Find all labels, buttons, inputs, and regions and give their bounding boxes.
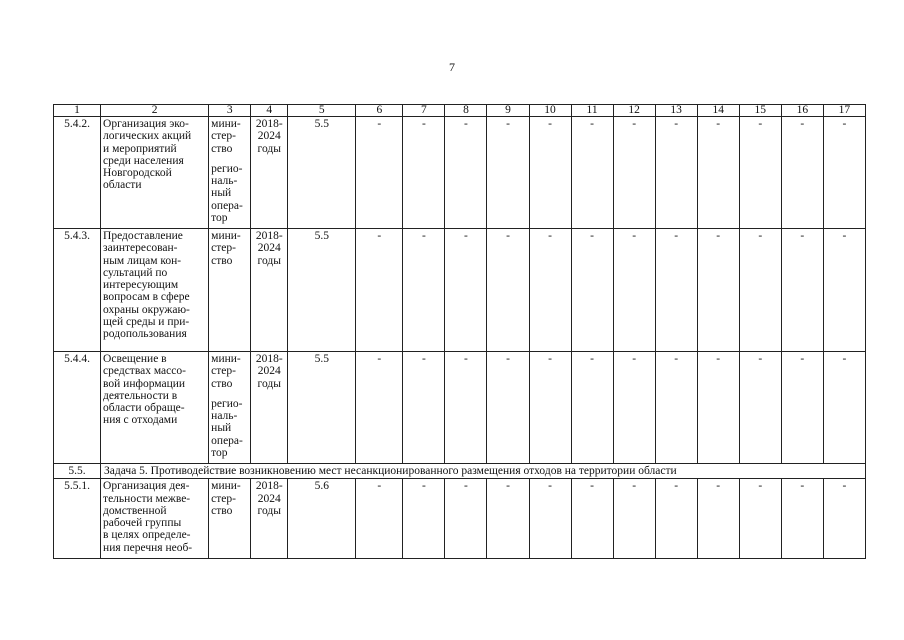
executor: [209, 352, 251, 464]
funding-value: -: [571, 117, 613, 229]
text-line: стер-: [211, 242, 236, 255]
text-line: среди населения: [103, 154, 184, 167]
funding-value: -: [403, 117, 445, 229]
funding-value: -: [697, 479, 739, 559]
text-line: ным лицам кон-: [103, 254, 182, 267]
text-line: средствах массо-: [103, 365, 186, 378]
funding-value: -: [356, 352, 403, 464]
text-line: родопользования: [103, 328, 187, 341]
text-line: Освещение в: [103, 353, 167, 365]
funding-value: -: [356, 229, 403, 352]
target-indicator: 5.5: [288, 117, 356, 229]
funding-value: -: [781, 352, 823, 464]
text-line: деятельности в: [103, 389, 178, 402]
funding-value: -: [445, 479, 487, 559]
task-title: Задача 5. Противодействие возникновению мест несанкционированного размещения отходов на территории области: [101, 464, 866, 479]
funding-value: -: [823, 352, 865, 464]
column-header: 7: [403, 105, 445, 117]
funding-value: -: [529, 479, 571, 559]
item-number: 5.5.1.: [54, 479, 101, 559]
funding-value: -: [529, 117, 571, 229]
text-line: регио-: [211, 162, 243, 175]
text-line: стер-: [211, 365, 236, 378]
column-header: 10: [529, 105, 571, 117]
text-line: мини-: [211, 118, 241, 130]
text-line: рабочей группы: [103, 517, 182, 530]
funding-value: -: [487, 229, 529, 352]
funding-value: -: [403, 229, 445, 352]
funding-value: -: [613, 117, 655, 229]
term: [251, 117, 288, 229]
text-line: интересующим: [103, 279, 179, 292]
text-line: сультаций по: [103, 266, 168, 279]
funding-value: -: [529, 352, 571, 464]
funding-value: -: [613, 479, 655, 559]
text-line: ство: [211, 504, 233, 517]
funding-value: -: [739, 117, 781, 229]
column-header: 16: [781, 105, 823, 117]
text-line: ния перечня необ-: [103, 541, 193, 554]
item-number: 5.4.2.: [54, 117, 101, 229]
page-number: 7: [449, 60, 455, 74]
text-line: Организация эко-: [103, 118, 189, 130]
term: [251, 352, 288, 464]
target-indicator: 5.5: [288, 352, 356, 464]
funding-value: -: [655, 117, 697, 229]
text-line: 2024: [257, 365, 281, 378]
funding-value: -: [823, 479, 865, 559]
column-header: 14: [697, 105, 739, 117]
text-line: годы: [257, 254, 281, 267]
text-line: области обраще-: [103, 402, 185, 415]
column-header: 13: [655, 105, 697, 117]
column-header: 11: [571, 105, 613, 117]
text-line: в целях определе-: [103, 529, 191, 542]
column-header: 2: [101, 105, 209, 117]
text-line: ство: [211, 254, 233, 267]
text-line: годы: [257, 504, 281, 517]
executor: [209, 479, 251, 559]
text-line: Организация дея-: [103, 480, 190, 493]
text-line: наль-: [211, 410, 238, 423]
funding-value: -: [655, 229, 697, 352]
funding-value: -: [739, 352, 781, 464]
text-line: тор: [211, 447, 228, 460]
target-indicator: 5.5: [288, 229, 356, 352]
activity-name: [101, 229, 209, 352]
text-line: тельности межве-: [103, 492, 191, 505]
funding-value: -: [781, 229, 823, 352]
funding-value: -: [781, 117, 823, 229]
text-line: Предоставление: [103, 230, 183, 242]
funding-value: -: [613, 352, 655, 464]
funding-value: -: [823, 229, 865, 352]
activity-name: [101, 479, 209, 559]
text-line: 2024: [257, 242, 281, 255]
text-line: годы: [257, 377, 281, 390]
funding-value: -: [571, 479, 613, 559]
executor: [209, 229, 251, 352]
item-number: 5.4.4.: [54, 352, 101, 464]
text-line: заинтересован-: [103, 242, 178, 255]
funding-value: -: [356, 117, 403, 229]
activity-name: [101, 352, 209, 464]
table-row: [54, 117, 866, 229]
text-line: ный: [211, 422, 232, 435]
funding-value: -: [487, 479, 529, 559]
target-indicator: 5.6: [288, 479, 356, 559]
text-line: опера-: [211, 434, 243, 447]
text-line: щей среды и при-: [103, 316, 190, 329]
text-line: Новгородской: [103, 167, 172, 180]
funding-value: -: [739, 479, 781, 559]
task-row: [54, 464, 866, 479]
column-header: 12: [613, 105, 655, 117]
text-line: области: [103, 179, 142, 192]
text-line: логических акций: [103, 130, 192, 143]
funding-value: -: [655, 352, 697, 464]
text-line: 2018-: [255, 118, 283, 130]
funding-value: -: [655, 479, 697, 559]
term: [251, 229, 288, 352]
text-line: регио-: [211, 397, 243, 410]
task-number: 5.5.: [54, 464, 101, 479]
column-header: 8: [445, 105, 487, 117]
text-line: стер-: [211, 130, 236, 143]
text-line: 2024: [257, 492, 281, 505]
activity-name: [101, 117, 209, 229]
funding-value: -: [697, 352, 739, 464]
text-line: наль-: [211, 175, 238, 188]
text-line: вопросам в сфере: [103, 291, 190, 304]
funding-value: -: [823, 117, 865, 229]
funding-value: -: [571, 229, 613, 352]
text-line: вой информации: [103, 377, 186, 390]
item-number: 5.4.3.: [54, 229, 101, 352]
funding-value: -: [697, 117, 739, 229]
funding-value: -: [487, 117, 529, 229]
funding-value: -: [571, 352, 613, 464]
table-row: [54, 229, 866, 352]
funding-value: -: [356, 479, 403, 559]
activities-table: [53, 104, 866, 559]
text-line: и мероприятий: [103, 142, 177, 155]
funding-value: -: [529, 229, 571, 352]
column-header: 3: [209, 105, 251, 117]
text-line: стер-: [211, 492, 236, 505]
spacer: [211, 155, 248, 163]
spacer: [211, 390, 248, 398]
text-line: охраны окружаю-: [103, 303, 190, 316]
text-line: опера-: [211, 199, 243, 212]
column-header: 6: [356, 105, 403, 117]
column-header: 9: [487, 105, 529, 117]
table-row: [54, 479, 866, 559]
term: [251, 479, 288, 559]
text-line: 2018-: [255, 230, 283, 242]
funding-value: -: [697, 229, 739, 352]
funding-value: -: [445, 229, 487, 352]
text-line: мини-: [211, 480, 241, 493]
text-line: ство: [211, 142, 233, 155]
text-line: 2018-: [255, 480, 283, 493]
funding-value: -: [403, 352, 445, 464]
funding-value: -: [403, 479, 445, 559]
text-line: мини-: [211, 353, 241, 365]
text-line: мини-: [211, 230, 241, 242]
text-line: ный: [211, 187, 232, 200]
text-line: ство: [211, 377, 233, 390]
column-numbers-row: [54, 105, 866, 117]
column-header: 17: [823, 105, 865, 117]
funding-value: -: [445, 352, 487, 464]
funding-value: -: [781, 479, 823, 559]
text-line: тор: [211, 212, 228, 225]
column-header: 4: [251, 105, 288, 117]
text-line: ния с отходами: [103, 414, 178, 427]
column-header: 5: [288, 105, 356, 117]
column-header: 1: [54, 105, 101, 117]
executor: [209, 117, 251, 229]
text-line: годы: [257, 142, 281, 155]
text-line: 2024: [257, 130, 281, 143]
funding-value: -: [487, 352, 529, 464]
table-row: [54, 352, 866, 464]
text-line: домственной: [103, 504, 167, 517]
text-line: 2018-: [255, 353, 283, 365]
column-header: 15: [739, 105, 781, 117]
funding-value: -: [613, 229, 655, 352]
funding-value: -: [739, 229, 781, 352]
funding-value: -: [445, 117, 487, 229]
